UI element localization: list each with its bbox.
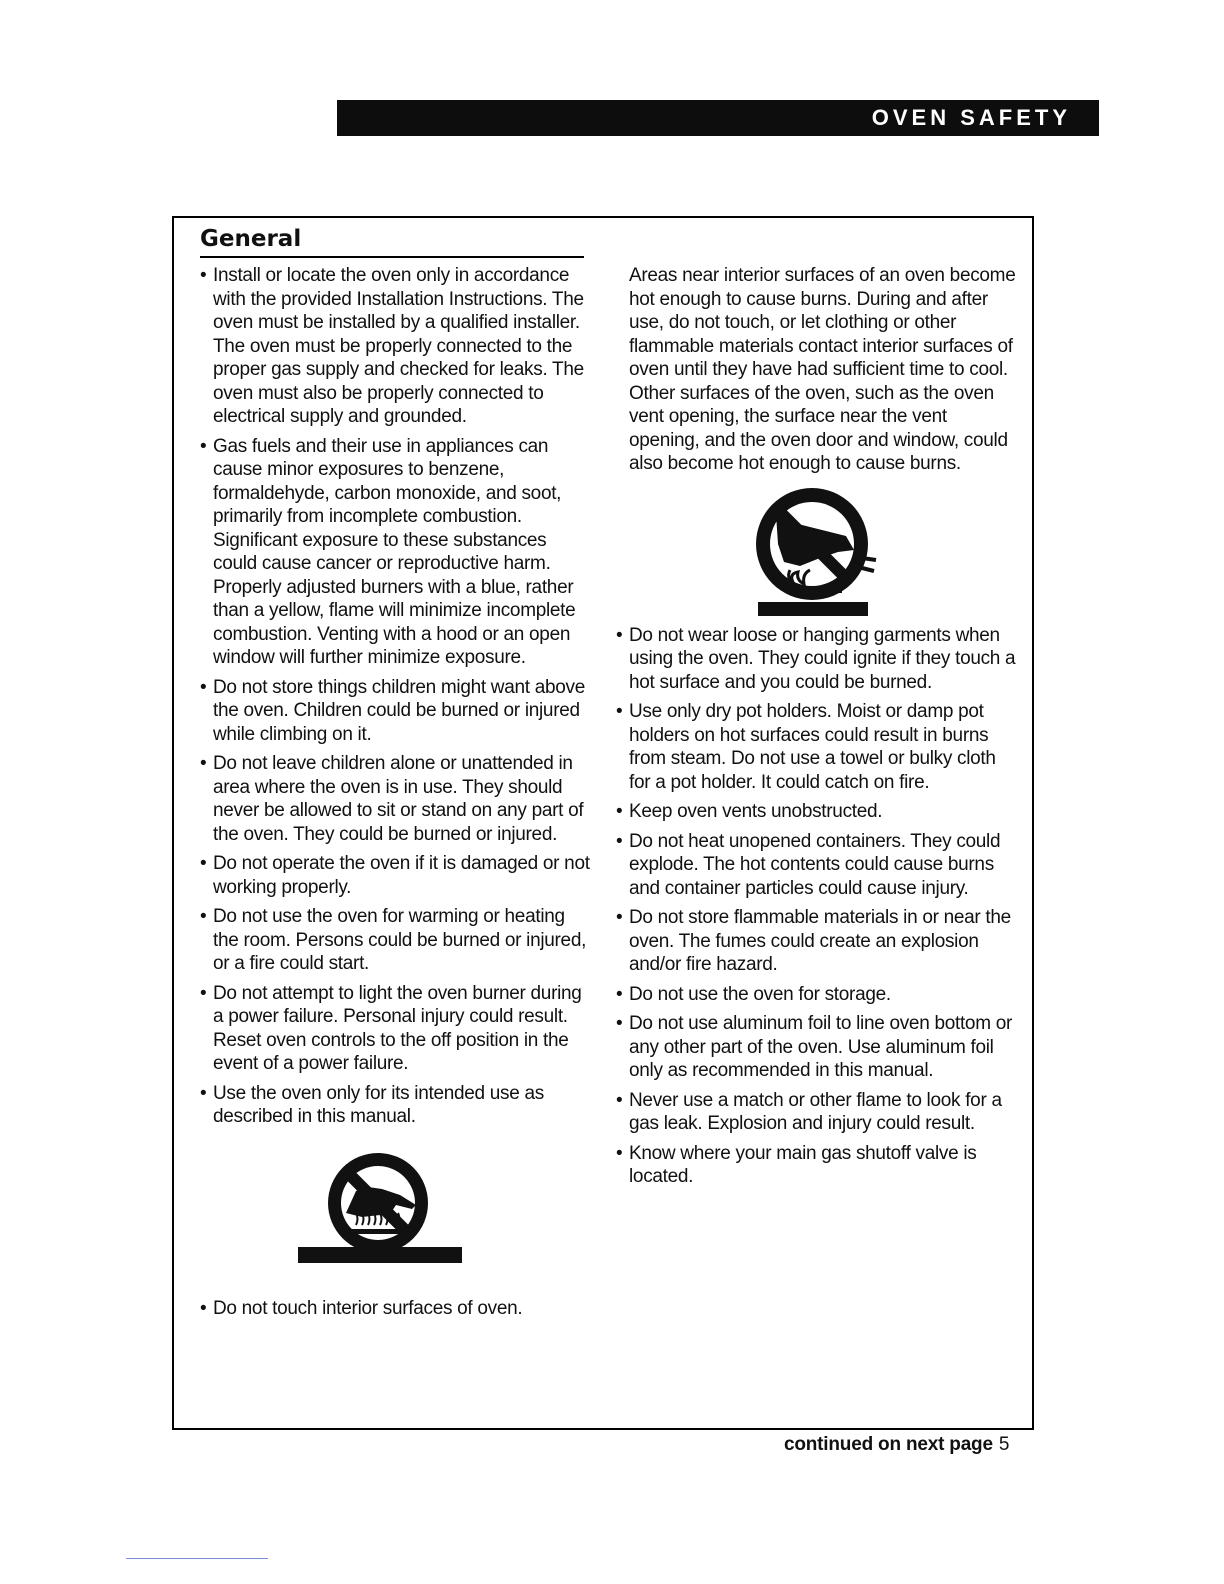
left-bullet-list-end xyxy=(200,1297,592,1321)
header-bar xyxy=(337,100,1099,136)
continued-note: continued on next page xyxy=(784,1434,993,1455)
left-column xyxy=(200,264,592,1326)
list-item: • Never use a match or other flame to look for a gas leak. Explosion and injury could result. xyxy=(616,1089,1020,1136)
hot-surfaces-paragraph: Areas near interior surfaces of an oven become hot enough to cause burns. During and after use, do not touch, or let clothing or other flammable materials contact interior surfaces of oven until they have had sufficient time to cool. Other surfaces of the oven, such as the oven vent opening, the surface near the vent opening, and the oven door and window, could also become hot enough to cause burns. xyxy=(629,265,1016,474)
section-title-rule xyxy=(200,256,584,258)
list-item: • Do not wear loose or hanging garments when using the oven. They could ignite if they touch a hot surface and you could be burned. xyxy=(616,624,1020,695)
list-item: • Know where your main gas shutoff valve is located. xyxy=(616,1142,1020,1189)
no-touch-hot-surface-icon xyxy=(296,1145,466,1275)
section-title: General xyxy=(200,226,302,252)
list-item: • Use the oven only for its intended use as described in this manual. xyxy=(200,1082,592,1129)
list-item: • Do not attempt to light the oven burner during a power failure. Personal injury could result. Reset oven controls to the off position in the event of a power failure. xyxy=(200,982,592,1076)
no-loose-garments-icon xyxy=(734,484,894,618)
footer xyxy=(784,1434,1009,1456)
list-item: • Do not store things children might want above the oven. Children could be burned or injured while climbing on it. xyxy=(200,676,592,747)
page-number: 5 xyxy=(998,1434,1010,1455)
list-item: • Do not use aluminum foil to line oven bottom or any other part of the oven. Use aluminum foil only as recommended in this manual. xyxy=(616,1012,1020,1083)
left-bullet-list xyxy=(200,264,592,1129)
list-item: • Gas fuels and their use in appliances can cause minor exposures to benzene, formaldehyde, carbon monoxide, and soot, primarily from incomplete combustion. Significant exposure to these substances could cause cancer or reproductive harm. Properly adjusted burners with a blue, rather than a yellow, flame will minimize incomplete combustion. Venting with a hood or an open window will further minimize exposure. xyxy=(200,435,592,670)
list-item: • Do not use the oven for storage. xyxy=(616,983,1020,1007)
list-item: • Use only dry pot holders. Moist or damp pot holders on hot surfaces could result in burns from steam. Do not use a towel or bulky cloth for a pot holder. It could catch on fire. xyxy=(616,700,1020,794)
section-header-title: OVEN SAFETY xyxy=(871,105,1071,130)
right-column xyxy=(616,264,1020,1195)
list-item: • Do not leave children alone or unattended in area where the oven is in use. They should never be allowed to sit or stand on any part of the oven. They could be burned or injured. xyxy=(200,752,592,846)
bottom-divider xyxy=(126,1558,268,1559)
list-item: • Do not use the oven for warming or heating the room. Persons could be burned or injured, or a fire could start. xyxy=(200,905,592,976)
list-item: • Keep oven vents unobstructed. xyxy=(616,800,1020,824)
right-bullet-list xyxy=(616,624,1020,1189)
list-item: • Install or locate the oven only in accordance with the provided Installation Instructions. The oven must be installed by a qualified installer. The oven must be properly connected to the proper gas supply and checked for leaks. The oven must also be properly connected to electrical supply and grounded. xyxy=(200,264,592,429)
list-item: • Do not operate the oven if it is damaged or not working properly. xyxy=(200,852,592,899)
general-safety-box xyxy=(172,216,1034,1430)
list-item: • Do not touch interior surfaces of oven. xyxy=(200,1297,592,1321)
list-item: • Do not heat unopened containers. They could explode. The hot contents could cause burns and container particles could cause injury. xyxy=(616,830,1020,901)
list-item: • Do not store flammable materials in or near the oven. The fumes could create an explosion and/or fire hazard. xyxy=(616,906,1020,977)
